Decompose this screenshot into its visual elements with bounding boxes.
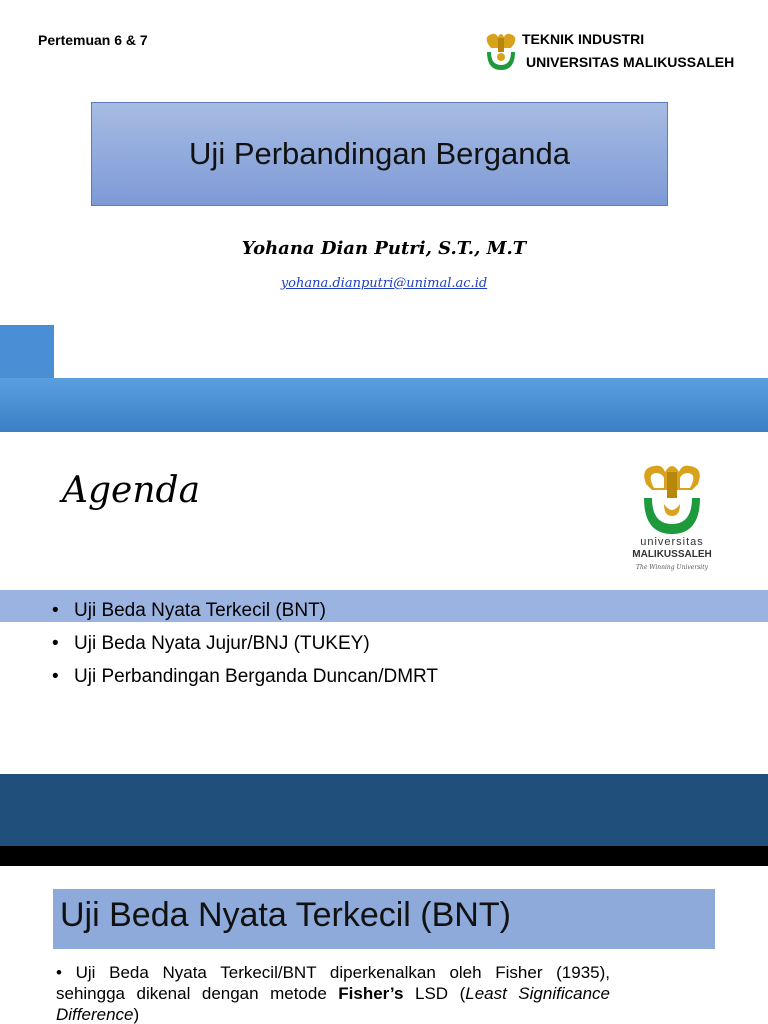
institution-line-1: TEKNIK INDUSTRI <box>522 31 645 47</box>
decorative-blue-tab <box>0 325 54 385</box>
author-name: Yohana Dian Putri, S.T., M.T <box>241 238 527 259</box>
university-logo-icon <box>482 30 520 74</box>
agenda-list <box>52 594 438 693</box>
decorative-dark-band <box>0 774 768 846</box>
slide-separator <box>0 846 768 866</box>
agenda-item: • Uji Beda Nyata Terkecil (BNT) <box>52 594 438 627</box>
agenda-slide <box>0 432 768 846</box>
slide-title: Uji Perbandingan Berganda <box>189 136 570 171</box>
title-box <box>91 102 668 206</box>
bnt-italic-term: Least Significance Difference <box>56 984 610 1024</box>
logo-text-malikussaleh: MALIKUSSALEH <box>632 549 712 560</box>
bnt-bullet-text: Uji Beda Nyata Terkecil/BNT diperkenalkan oleh Fisher (1935), sehingga dikenal dengan metode <box>56 963 610 1003</box>
bnt-bold-term: Fisher’s <box>338 984 404 1003</box>
agenda-item: • Uji Beda Nyata Jujur/BNJ (TUKEY) <box>52 627 438 660</box>
meeting-label: Pertemuan 6 & 7 <box>38 32 148 48</box>
agenda-heading: Agenda <box>62 470 201 511</box>
bnt-lsd: LSD <box>414 984 449 1003</box>
agenda-item: • Uji Perbandingan Berganda Duncan/DMRT <box>52 660 438 693</box>
title-slide <box>0 0 768 432</box>
bnt-bullet: • Uji Beda Nyata Terkecil/BNT diperkenalkan oleh Fisher (1935), sehingga dikenal dengan metode Fisher’s LSD (Least Significance Difference) <box>56 963 610 1024</box>
logo-text-universitas: universitas <box>640 536 704 548</box>
bnt-slide <box>0 866 768 1024</box>
bnt-open-paren: ( <box>459 984 466 1003</box>
author-email-link[interactable]: yohana.dianputri@unimal.ac.id <box>280 276 488 291</box>
university-logo-icon <box>636 458 708 538</box>
bnt-heading: Uji Beda Nyata Terkecil (BNT) <box>60 896 511 934</box>
decorative-blue-band <box>0 378 768 432</box>
logo-tagline: The Winning University <box>635 564 708 571</box>
institution-line-2: UNIVERSITAS MALIKUSSALEH <box>526 54 735 70</box>
bnt-close-paren: ) <box>133 1005 140 1024</box>
